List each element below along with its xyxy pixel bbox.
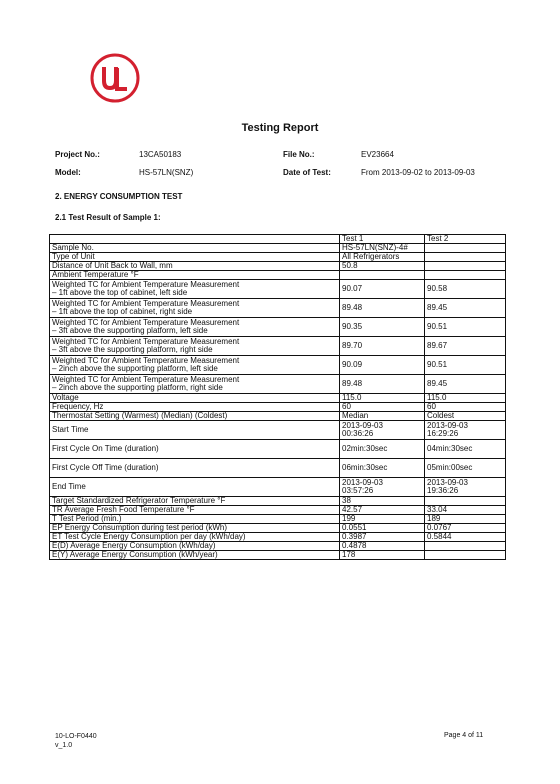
row-label [50, 412, 340, 421]
header-cell [50, 235, 340, 244]
test1-value-text: 38 [342, 496, 351, 505]
row-label-text: Weighted TC for Ambient Temperature Measurement [52, 318, 240, 327]
row-label [50, 280, 340, 299]
test1-value [340, 459, 425, 478]
test1-value-text: 50.8 [342, 261, 358, 270]
test2-value [425, 318, 506, 337]
table-row [50, 524, 506, 533]
test1-value-text: 89.48 [342, 303, 363, 312]
test2-value [425, 375, 506, 394]
row-label-text: Weighted TC for Ambient Temperature Measurement [52, 356, 240, 365]
test2-value-text: 16:29:26 [427, 429, 459, 438]
test1-value [340, 244, 425, 253]
row-label [50, 299, 340, 318]
row-label-text: – 1ft above the top of cabinet, left side [52, 288, 188, 297]
test1-value-text: 06min:30sec [342, 463, 388, 472]
test1-value-text: 03:57:26 [342, 486, 374, 495]
test2-value [425, 253, 506, 262]
test1-value [340, 337, 425, 356]
table-row [50, 253, 506, 262]
test1-value [340, 262, 425, 271]
test2-value [425, 403, 506, 412]
row-label [50, 337, 340, 356]
row-label [50, 262, 340, 271]
test1-value [340, 412, 425, 421]
test2-value [425, 262, 506, 271]
project-label: Project No.: [55, 150, 100, 159]
table-row [50, 337, 506, 356]
row-label-text: Distance of Unit Back to Wall, mm [52, 261, 173, 270]
test2-value-text: Coldest [427, 411, 455, 420]
test1-value-text: HS-57LN(SNZ)-4# [342, 243, 408, 252]
test1-value [340, 403, 425, 412]
row-label [50, 253, 340, 262]
row-label-text: Sample No. [52, 243, 94, 252]
test1-value-text: 2013-09-03 [342, 421, 383, 430]
test1-value [340, 533, 425, 542]
test2-value [425, 440, 506, 459]
test2-value-text: 89.67 [427, 341, 448, 350]
row-label [50, 551, 340, 560]
table-row [50, 244, 506, 253]
row-label [50, 244, 340, 253]
row-label [50, 318, 340, 337]
test1-value [340, 318, 425, 337]
row-label-text: First Cycle On Time (duration) [52, 444, 159, 453]
row-label [50, 271, 340, 280]
row-label [50, 440, 340, 459]
test2-value [425, 497, 506, 506]
test1-value [340, 440, 425, 459]
test2-value [425, 280, 506, 299]
test2-value [425, 524, 506, 533]
row-label [50, 375, 340, 394]
test2-value [425, 412, 506, 421]
table-row [50, 551, 506, 560]
header-cell: Test 2 [425, 235, 506, 244]
test2-value-text: 60 [427, 402, 436, 411]
row-label [50, 394, 340, 403]
page-number: Page 4 of 11 [444, 732, 484, 739]
test2-value-text: 90.58 [427, 284, 448, 293]
row-label [50, 524, 340, 533]
row-label [50, 515, 340, 524]
file-value: EV23664 [361, 150, 394, 159]
table-header-row [50, 235, 506, 244]
row-label [50, 533, 340, 542]
test2-value [425, 542, 506, 551]
table-row [50, 271, 506, 280]
test1-value [340, 280, 425, 299]
row-label-text: – 3ft above the supporting platform, right side [52, 345, 213, 354]
test1-value-text: 00:36:26 [342, 429, 374, 438]
table-row [50, 280, 506, 299]
test2-value-text: 90.51 [427, 360, 448, 369]
test2-value [425, 271, 506, 280]
table-row [50, 533, 506, 542]
test2-value-text: 0.0767 [427, 523, 452, 532]
section-title: 2. ENERGY CONSUMPTION TEST [55, 192, 183, 201]
row-label-text: Start Time [52, 425, 89, 434]
row-label-text: End Time [52, 482, 86, 491]
row-label [50, 403, 340, 412]
test1-value-text: 0.0551 [342, 523, 367, 532]
table-row [50, 262, 506, 271]
test-result-table [49, 234, 506, 560]
row-label-text: Ambient Temperature °F [52, 270, 139, 279]
test2-value-text: 33.04 [427, 505, 448, 514]
test2-value-text: 189 [427, 514, 441, 523]
test1-value-text: 02min:30sec [342, 444, 388, 453]
test2-value-text: 05min:00sec [427, 463, 473, 472]
row-label [50, 478, 340, 497]
header-cell: Test 1 [340, 235, 425, 244]
test2-value [425, 533, 506, 542]
row-label [50, 497, 340, 506]
test1-value [340, 524, 425, 533]
row-label-text: Type of Unit [52, 252, 95, 261]
test1-value-text: 89.70 [342, 341, 363, 350]
row-label-text: Thermostat Setting (Warmest) (Median) (Coldest) [52, 411, 228, 420]
test1-value [340, 515, 425, 524]
row-label-text: T Test Period (min.) [52, 514, 122, 523]
row-label-text: Frequency, Hz [52, 402, 104, 411]
row-label [50, 421, 340, 440]
row-label-text: – 1ft above the top of cabinet, right side [52, 307, 193, 316]
test1-value-text: Median [342, 411, 369, 420]
row-label-text: Weighted TC for Ambient Temperature Measurement [52, 299, 240, 308]
test1-value [340, 394, 425, 403]
row-label-text: – 2inch above the supporting platform, right side [52, 383, 223, 392]
test1-value [340, 356, 425, 375]
row-label-text: Weighted TC for Ambient Temperature Measurement [52, 337, 240, 346]
table-row [50, 440, 506, 459]
row-label [50, 459, 340, 478]
test1-value [340, 253, 425, 262]
table-row [50, 497, 506, 506]
test2-value [425, 244, 506, 253]
row-label-text: ET Test Cycle Energy Consumption per day (kWh/day) [52, 532, 246, 541]
table-row [50, 375, 506, 394]
test1-value-text: 90.35 [342, 322, 363, 331]
date-label: Date of Test: [283, 168, 331, 177]
table-row [50, 459, 506, 478]
row-label-text: Weighted TC for Ambient Temperature Measurement [52, 280, 240, 289]
table-row [50, 299, 506, 318]
test2-value [425, 299, 506, 318]
row-label [50, 542, 340, 551]
row-label-text: Target Standardized Refrigerator Temperature °F [52, 496, 226, 505]
row-label-text: TR Average Fresh Food Temperature °F [52, 505, 195, 514]
test2-value-text: 04min:30sec [427, 444, 473, 453]
test1-value [340, 506, 425, 515]
test2-value [425, 551, 506, 560]
row-label-text: – 3ft above the supporting platform, left side [52, 326, 208, 335]
test2-value-text: 0.5844 [427, 532, 452, 541]
test1-value-text: 90.09 [342, 360, 363, 369]
table-row [50, 356, 506, 375]
table-row [50, 412, 506, 421]
row-label-text: – 2inch above the supporting platform, left side [52, 364, 218, 373]
test1-value [340, 497, 425, 506]
subsection-title: 2.1 Test Result of Sample 1: [55, 213, 161, 222]
test2-value-text: 115.0 [427, 393, 447, 402]
test1-value [340, 421, 425, 440]
table-body [50, 235, 506, 560]
table-row [50, 403, 506, 412]
test2-value [425, 478, 506, 497]
test2-value-text: 89.45 [427, 379, 448, 388]
row-label-text: EP Energy Consumption during test period (kWh) [52, 523, 228, 532]
test1-value-text: 0.3987 [342, 532, 367, 541]
table-row [50, 318, 506, 337]
test1-value [340, 478, 425, 497]
test2-value-text: 19:36:26 [427, 486, 459, 495]
test2-value-text: 90.51 [427, 322, 448, 331]
model-label: Model: [55, 168, 81, 177]
test2-value [425, 515, 506, 524]
test1-value-text: 2013-09-03 [342, 478, 383, 487]
test2-value [425, 421, 506, 440]
test1-value [340, 271, 425, 280]
table-row [50, 542, 506, 551]
test1-value-text: 0.4878 [342, 541, 367, 550]
row-label-text: Voltage [52, 393, 79, 402]
row-label-text: First Cycle Off Time (duration) [52, 463, 159, 472]
test2-value [425, 337, 506, 356]
test1-value [340, 299, 425, 318]
date-value: From 2013-09-02 to 2013-09-03 [361, 168, 475, 177]
ul-logo [90, 53, 140, 103]
test1-value-text: 42.57 [342, 505, 363, 514]
table-row [50, 478, 506, 497]
row-label-text: E(D) Average Energy Consumption (kWh/day) [52, 541, 216, 550]
test1-value-text: 60 [342, 402, 351, 411]
test1-value-text: 89.48 [342, 379, 363, 388]
test2-value-text: 2013-09-03 [427, 421, 468, 430]
project-value: 13CA50183 [139, 150, 182, 159]
test2-value [425, 356, 506, 375]
table-row [50, 394, 506, 403]
test1-value-text: 90.07 [342, 284, 363, 293]
row-label [50, 506, 340, 515]
test1-value [340, 551, 425, 560]
test1-value [340, 542, 425, 551]
test2-value-text: 89.45 [427, 303, 448, 312]
report-title: Testing Report [241, 122, 319, 134]
form-code-text: 10-LO-F0440 [55, 733, 97, 740]
table-row [50, 515, 506, 524]
row-label [50, 356, 340, 375]
table-row [50, 506, 506, 515]
test1-value-text: 115.0 [342, 393, 362, 402]
table-row [50, 421, 506, 440]
test2-value [425, 459, 506, 478]
row-label-text: E(Y) Average Energy Consumption (kWh/year) [52, 550, 218, 559]
form-version: v_1.0 [55, 742, 73, 749]
test1-value [340, 375, 425, 394]
model-value: HS-57LN(SNZ) [139, 168, 194, 177]
form-code [55, 732, 97, 750]
file-label: File No.: [283, 150, 315, 159]
test2-value [425, 394, 506, 403]
row-label-text: Weighted TC for Ambient Temperature Measurement [52, 375, 240, 384]
test2-value-text: 2013-09-03 [427, 478, 468, 487]
test1-value-text: 178 [342, 550, 356, 559]
test1-value-text: 199 [342, 514, 356, 523]
test2-value [425, 506, 506, 515]
test1-value-text: All Refrigerators [342, 252, 400, 261]
